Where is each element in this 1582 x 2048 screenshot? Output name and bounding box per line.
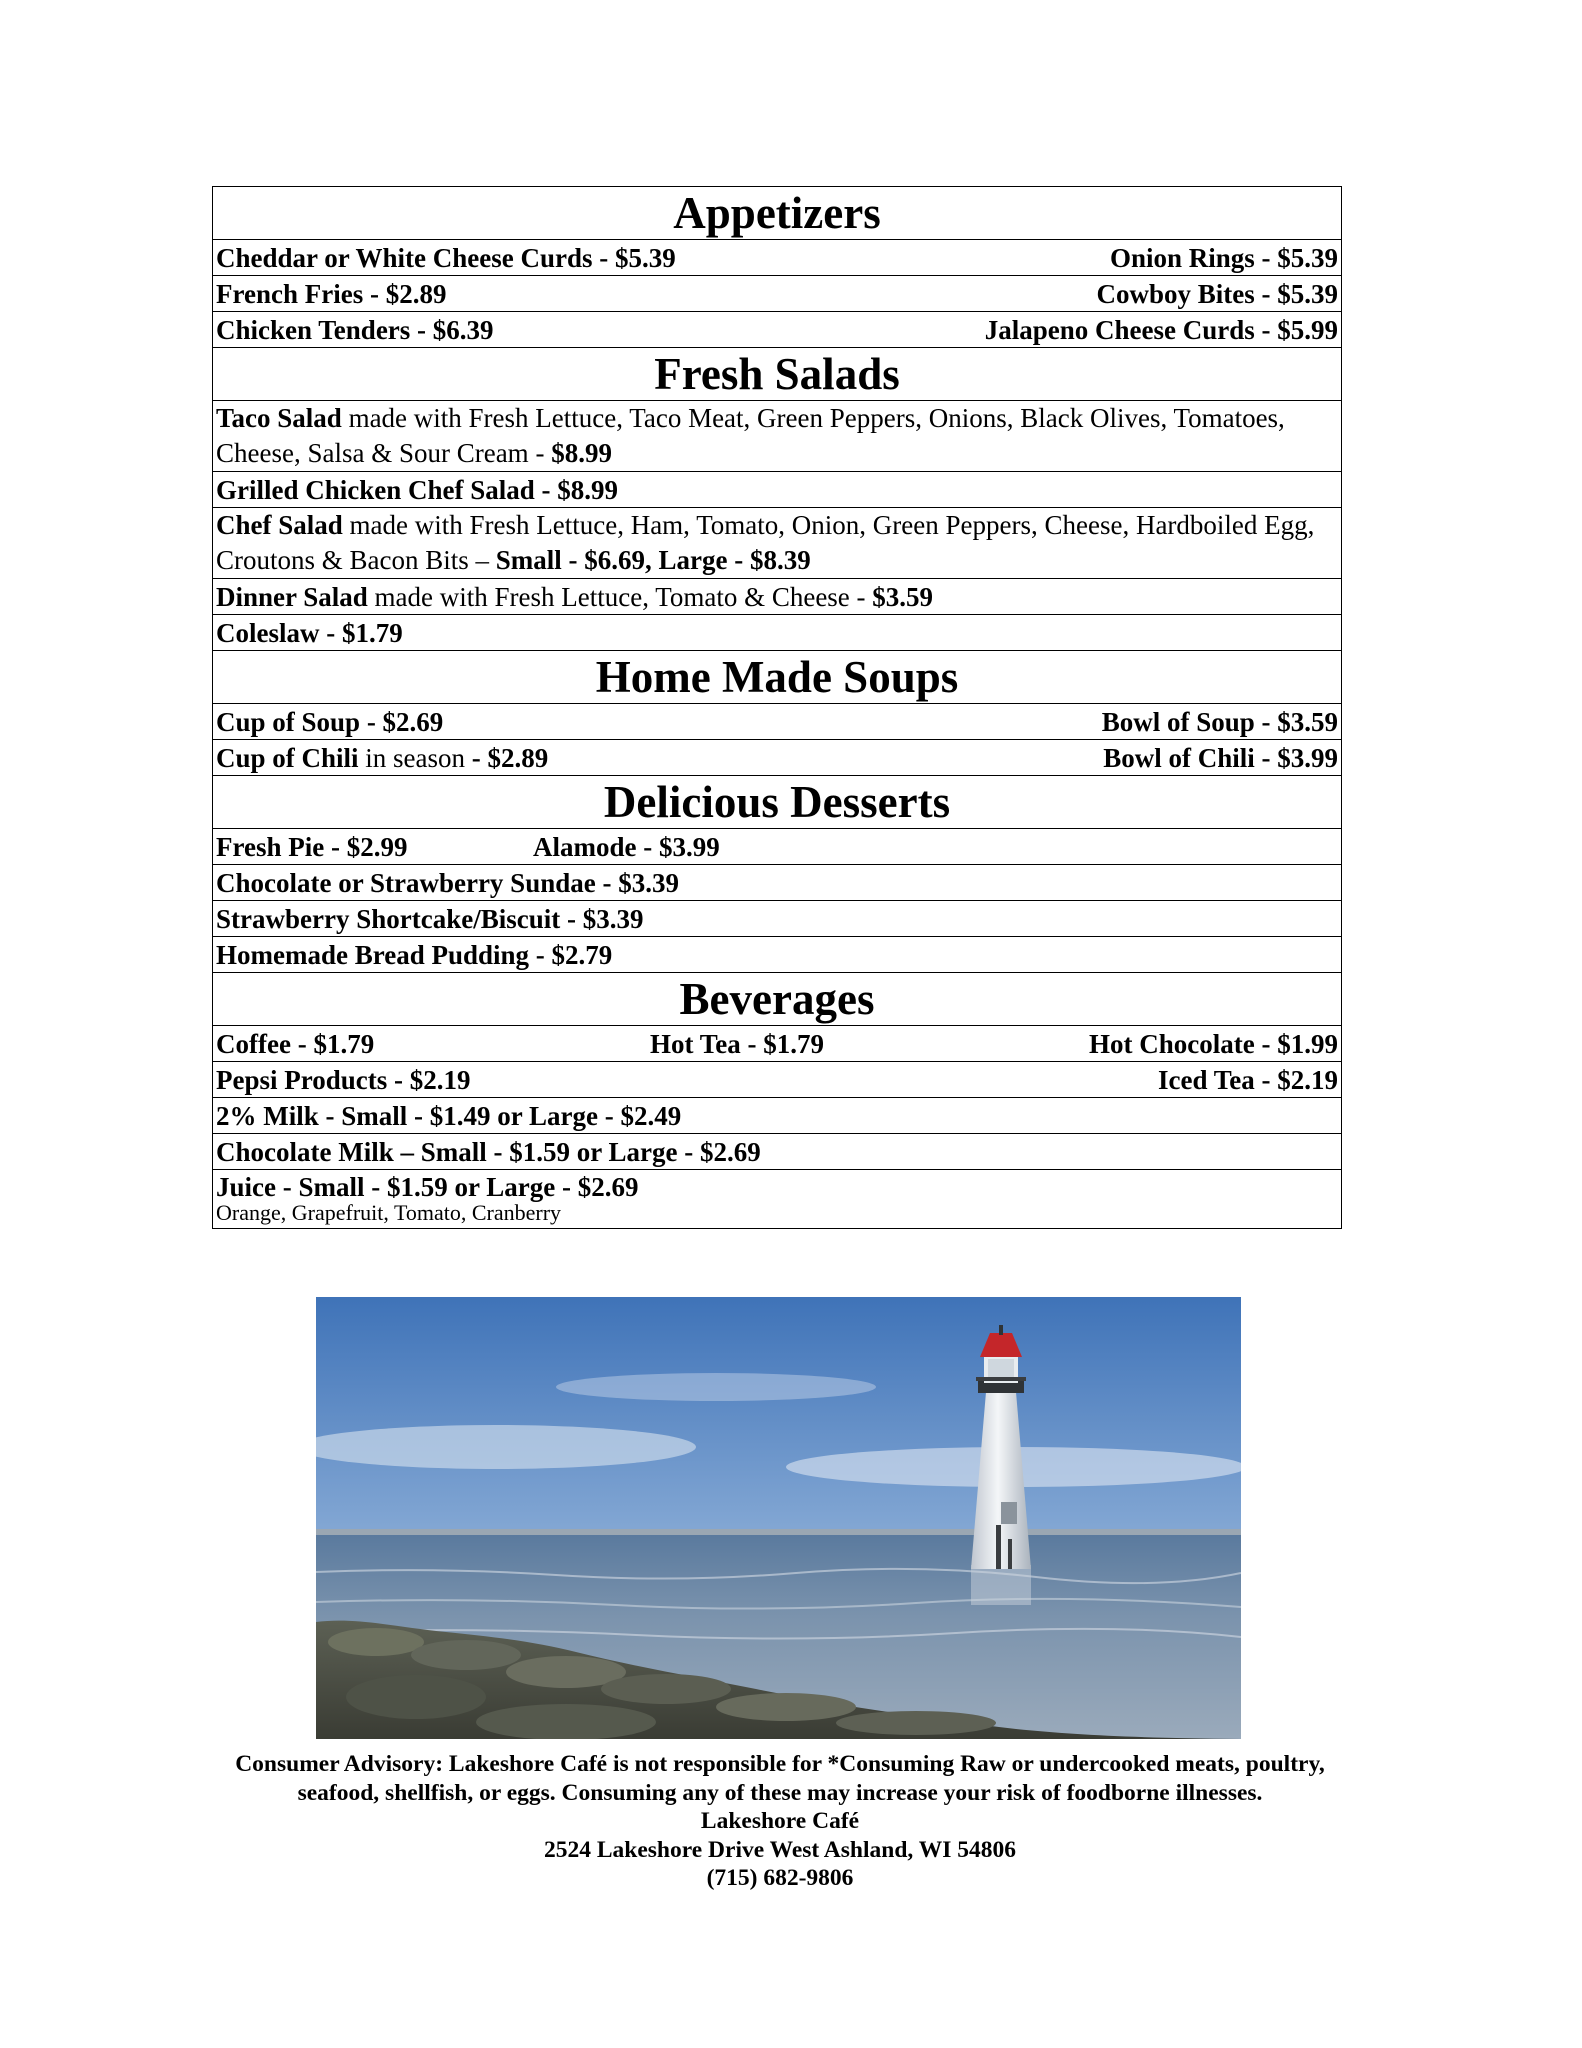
menu-item-description: made with Fresh Lettuce, Ham, Tomato, Onion, Green Peppers, Cheese, Hardboiled Egg, Croutons & Bacon Bits – [216, 510, 1315, 575]
menu-item: Alamode - $3.99 [533, 831, 720, 862]
menu-item: Cup of Soup - $2.69 [216, 706, 444, 737]
menu-item: Chocolate Milk – Small - $1.59 or Large - $2.69 [216, 1136, 761, 1167]
menu-item: Homemade Bread Pudding - $2.79 [216, 939, 613, 970]
menu-item-name: Chef Salad [216, 510, 343, 540]
menu-item: Cowboy Bites - $5.39 [1096, 278, 1338, 309]
menu-row [213, 312, 1342, 348]
menu-table [212, 186, 1342, 1229]
menu-row [213, 829, 1342, 865]
section-title-salads: Fresh Salads [213, 348, 1342, 401]
section-title-desserts: Delicious Desserts [213, 776, 1342, 829]
menu-item: Coleslaw - $1.79 [216, 617, 403, 648]
menu-row [213, 1062, 1342, 1098]
restaurant-name: Lakeshore Café [700, 1808, 860, 1834]
menu-item-note: in season [358, 742, 472, 773]
restaurant-phone: (715) 682-9806 [706, 1865, 854, 1891]
menu-row [213, 1134, 1342, 1170]
menu-row [213, 740, 1342, 776]
menu-item-price: - $2.89 [471, 742, 549, 773]
menu-row [213, 508, 1342, 579]
menu-item: Jalapeno Cheese Curds - $5.99 [984, 314, 1338, 345]
menu-item-price: $3.59 [872, 581, 934, 612]
menu-row [213, 579, 1342, 615]
menu-item: Bowl of Chili - $3.99 [1103, 742, 1338, 773]
menu-item: Pepsi Products - $2.19 [216, 1064, 471, 1095]
menu-item-name: Taco Salad [216, 403, 342, 433]
menu-row [213, 472, 1342, 508]
menu-row [213, 1098, 1342, 1134]
menu-item: Cheddar or White Cheese Curds - $5.39 [216, 242, 676, 273]
menu-item: Coffee - $1.79 [216, 1028, 375, 1059]
menu-item: French Fries - $2.89 [216, 278, 447, 309]
menu-row [213, 240, 1342, 276]
menu-row [213, 901, 1342, 937]
menu-item: Chicken Tenders - $6.39 [216, 314, 494, 345]
menu-row [213, 937, 1342, 973]
menu-item: Hot Tea - $1.79 [650, 1028, 825, 1059]
footer [180, 1750, 1380, 1893]
menu-item: Iced Tea - $2.19 [1157, 1064, 1338, 1095]
menu-item: Strawberry Shortcake/Biscuit - $3.39 [216, 903, 644, 934]
menu-row [213, 615, 1342, 651]
consumer-advisory: Consumer Advisory: Lakeshore Café is not responsible for *Consuming Raw or undercooked meats, poultry, seafood, shellfish, or eggs. Consuming any of these may increase your risk of foodborne illnesses. [235, 1751, 1325, 1806]
menu-item: Bowl of Soup - $3.59 [1101, 706, 1338, 737]
menu-item: Juice - Small - $1.59 or Large - $2.69 [216, 1172, 639, 1202]
restaurant-address: 2524 Lakeshore Drive West Ashland, WI 54806 [543, 1836, 1017, 1863]
menu-item: Chocolate or Strawberry Sundae - $3.39 [216, 867, 679, 898]
section-title-beverages: Beverages [213, 973, 1342, 1026]
menu-item-name: Cup of Chili [216, 742, 359, 773]
menu-item-price: $8.99 [551, 438, 612, 468]
menu-row [213, 704, 1342, 740]
menu-item-price: Small - $6.69, Large - $8.39 [495, 545, 811, 575]
menu-item: Grilled Chicken Chef Salad - $8.99 [216, 474, 619, 505]
section-title-soups: Home Made Soups [213, 651, 1342, 704]
menu-item-description: made with Fresh Lettuce, Taco Meat, Green Peppers, Onions, Black Olives, Tomatoes, Cheese, Salsa & Sour Cream - [216, 403, 1285, 468]
menu-item-name: Dinner Salad [216, 581, 368, 612]
menu-row [213, 401, 1342, 472]
menu-row [213, 1026, 1342, 1062]
menu-item-note: Orange, Grapefruit, Tomato, Cranberry [216, 1200, 562, 1225]
lighthouse-photo [316, 1297, 1241, 1739]
section-title-appetizers: Appetizers [213, 187, 1342, 240]
menu-row [213, 865, 1342, 901]
menu-item: Hot Chocolate - $1.99 [1089, 1028, 1338, 1059]
menu-row [213, 1170, 1342, 1229]
menu-item-description: made with Fresh Lettuce, Tomato & Cheese - [367, 581, 873, 612]
menu-item: Onion Rings - $5.39 [1109, 242, 1338, 273]
menu-item: Fresh Pie - $2.99 [216, 831, 408, 862]
menu-item: 2% Milk - Small - $1.49 or Large - $2.49 [216, 1100, 682, 1131]
menu-row [213, 276, 1342, 312]
